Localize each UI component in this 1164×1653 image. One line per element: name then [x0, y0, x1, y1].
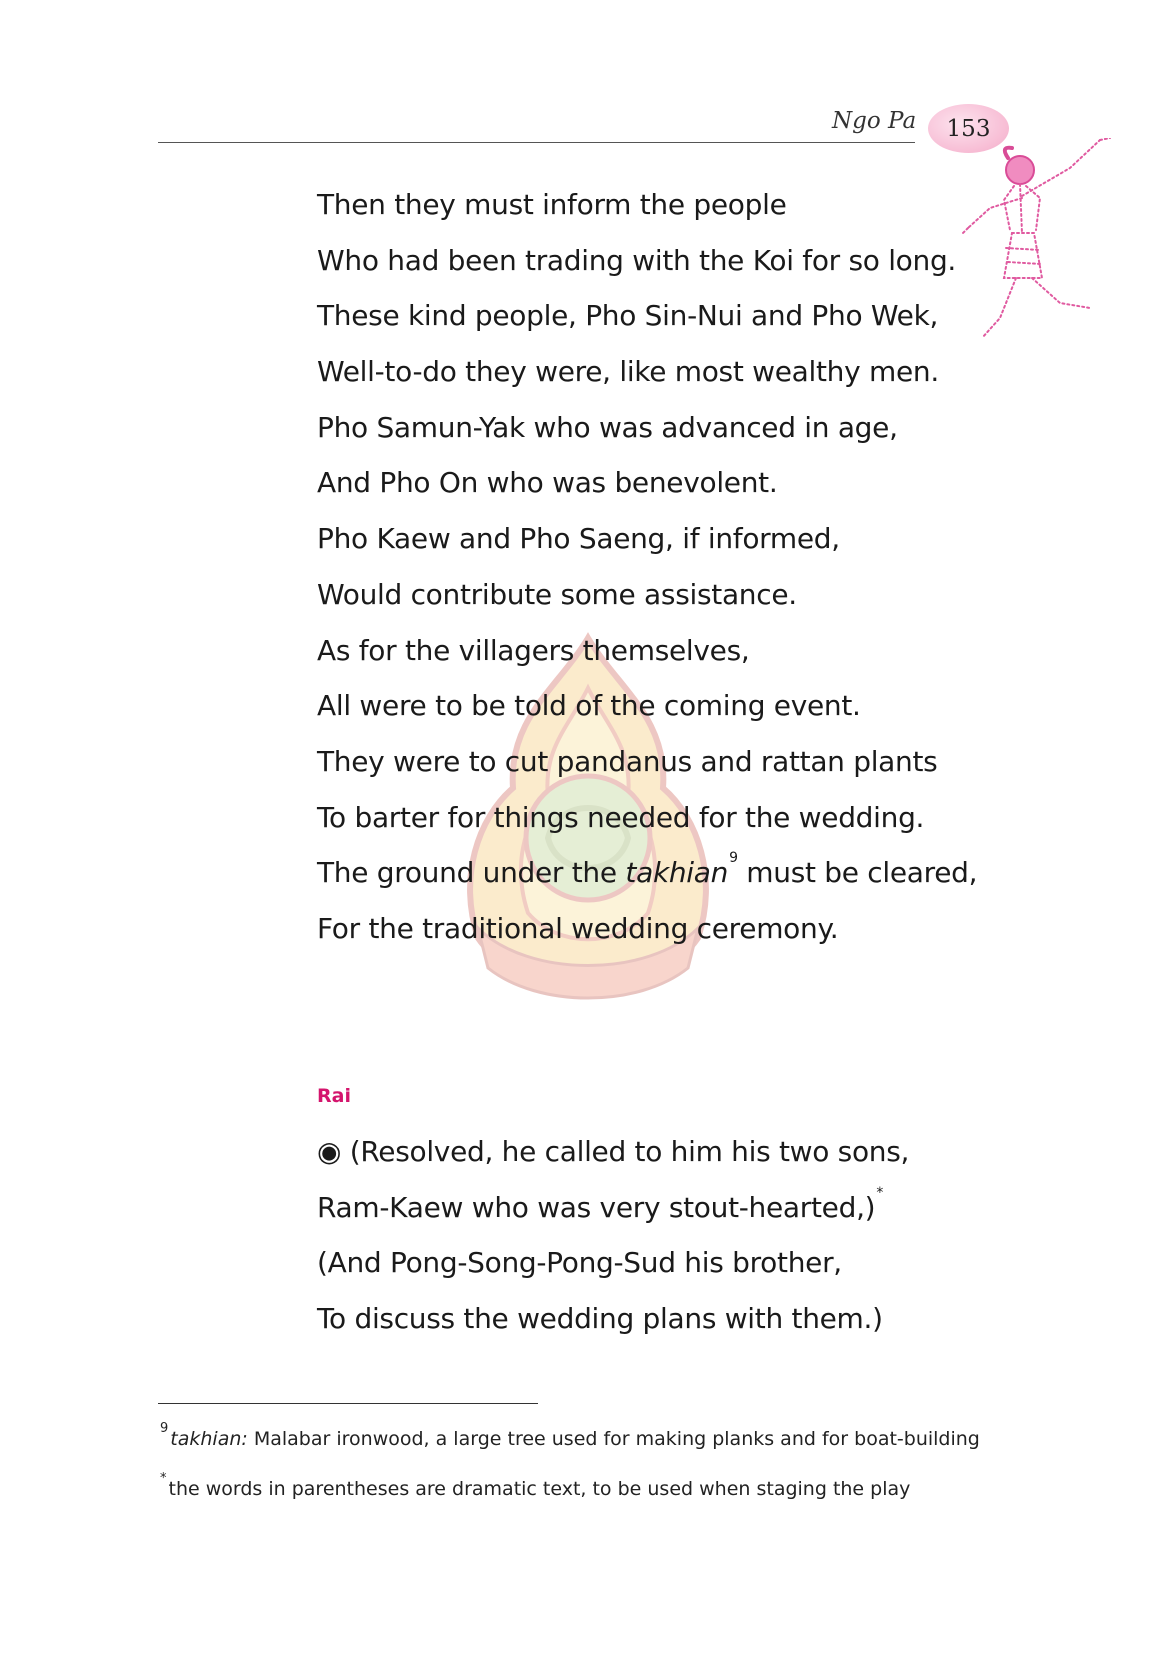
- verse-line: All were to be told of the coming event.: [317, 689, 861, 723]
- verse-line: These kind people, Pho Sin-Nui and Pho Wek,: [317, 299, 939, 333]
- verse-line: [317, 1180, 909, 1236]
- verse-line: Pho Kaew and Pho Saeng, if informed,: [317, 522, 840, 556]
- footnote-text: the words in parentheses are dramatic text, to be used when staging the play: [168, 1478, 911, 1500]
- verse-block-2: [317, 1124, 909, 1347]
- verse-line: Would contribute some assistance.: [317, 577, 797, 611]
- section-title: Rai: [317, 1085, 351, 1107]
- footnote-term: takhian:: [170, 1428, 248, 1450]
- footnote-ref: 9: [729, 850, 738, 867]
- footnote-ref: *: [876, 1184, 884, 1201]
- dancer-figure-icon: [960, 138, 1120, 348]
- footnote-rule: [158, 1403, 538, 1404]
- term-takhian: takhian: [625, 856, 729, 890]
- verse-line: For the traditional wedding ceremony.: [317, 911, 839, 945]
- verse-text: (Resolved, he called to him his two sons,: [349, 1135, 910, 1168]
- verse-line: (And Pong-Song-Pong-Sud his brother,: [317, 1246, 842, 1280]
- verse-text: must be cleared,: [737, 856, 978, 890]
- verse-line: Pho Samun-Yak who was advanced in age,: [317, 410, 898, 444]
- header-rule: [158, 142, 915, 143]
- verse-line-with-footnote: [317, 845, 977, 901]
- footnote-mark: *: [160, 1471, 167, 1486]
- verse-line: Well-to-do they were, like most wealthy men.: [317, 355, 939, 389]
- verse-line: They were to cut pandanus and rattan plants: [317, 744, 938, 778]
- footnote-text: Malabar ironwood, a large tree used for making planks and for boat-building: [247, 1428, 980, 1450]
- verse-line: And Pho On who was benevolent.: [317, 466, 778, 500]
- verse-line: To discuss the wedding plans with them.): [317, 1302, 883, 1336]
- footnote-mark: 9: [160, 1421, 169, 1436]
- bullet-icon: ◉: [317, 1135, 342, 1168]
- verse-line: Who had been trading with the Koi for so long.: [317, 243, 957, 277]
- running-title: Ngo Pa: [832, 108, 917, 134]
- page-number: 153: [946, 115, 991, 142]
- verse-text: The ground under the: [317, 856, 626, 890]
- footnote-asterisk: [160, 1471, 911, 1500]
- verse-line: To barter for things needed for the wedding.: [317, 800, 925, 834]
- verse-text: Ram-Kaew who was very stout-hearted,): [317, 1190, 876, 1224]
- footnote-9: [160, 1421, 980, 1450]
- verse-line: As for the villagers themselves,: [317, 633, 750, 667]
- verse-line: [317, 1124, 909, 1180]
- verse-line: Then they must inform the people: [317, 188, 787, 221]
- verse-block-1: [317, 177, 977, 957]
